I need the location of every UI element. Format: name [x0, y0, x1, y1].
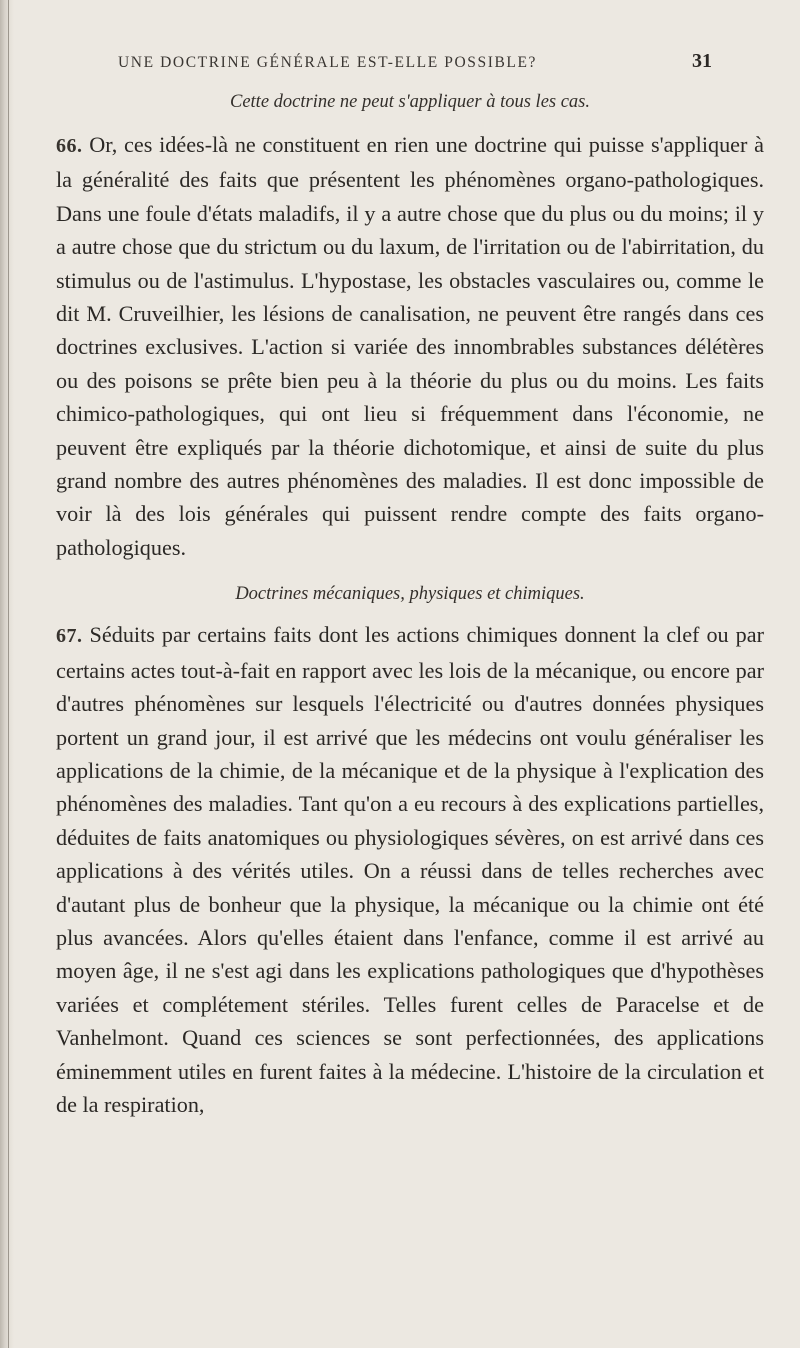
paragraph-66 — [56, 128, 764, 564]
section-title-doctrine-scope: Cette doctrine ne peut s'appliquer à tous les cas. — [229, 92, 591, 112]
book-gutter-edge — [0, 0, 14, 1348]
paragraph-text: Séduits par certains faits dont les actions chimiques donnent la clef ou par certains actes tout-à-fait en rapport avec les lois de la mécanique, ou encore par d'autres phénomènes sur lesquels l'électricité ou d'autres données physiques portent un grand jour, il est arrivé que les médecins ont voulu généraliser les applications de la chimie, de la mécanique et de la physique à l'explication des phénomènes des maladies. Tant qu'on a eu recours à des explications partielles, déduites de faits anatomiques ou physiologiques sévères, on est arrivé dans ces applications à des vérités utiles. On a réussi dans de telles recherches avec d'autant plus de bonheur que la physique, la mécanique ou la chimie ont été plus avancées. Alors qu'elles étaient dans l'enfance, comme il est arrivé au moyen âge, il ne s'est agi dans les explications pathologiques que d'hypothèses variées et complétement stériles. Telles furent celles de Paracelse et de Vanhelmont. Quand ces sciences se sont perfectionnées, des applications éminemment utiles en furent faites à la médecine. L'histoire de la circulation et de la respiration, — [56, 622, 765, 1117]
paragraph-number: 67. — [56, 625, 83, 648]
running-head: UNE DOCTRINE GÉNÉRALE EST-ELLE POSSIBLE? — [118, 54, 538, 71]
page-body — [56, 88, 764, 1121]
page-number: 31 — [692, 50, 712, 72]
paragraph-text: Or, ces idées-là ne constituent en rien une doctrine qui puisse s'appliquer à la généralité des faits que présentent les phénomènes organo-pathologiques. Dans une foule d'états maladifs, il y a autre chose que du plus ou du moins; il y a autre chose que du strictum ou du laxum, de l'irritation ou de l'abirritation, du stimulus ou de l'astimulus. L'hypostase, les obstacles vasculaires ou, comme le dit M. Cruveilhier, les lésions de canalisation, ne peuvent être rangés dans ces doctrines exclusives. L'action si variée des innombrables substances délétères ou des poisons se prête bien peu à la théorie du plus ou du moins. Les faits chimico-pathologiques, qui ont lieu si fréquemment dans l'économie, ne peuvent être expliqués par la théorie dichotomique, et ainsi de suite du plus grand nombre des autres phénomènes des maladies. Il est donc impossible de voir là des lois générales qui puissent rendre compte des faits organo-pathologiques. — [56, 132, 764, 560]
section-title-mechanical-doctrines: Doctrines mécaniques, physiques et chimiques. — [235, 584, 585, 605]
paragraph-67 — [56, 618, 764, 1121]
paragraph-number: 66. — [56, 135, 83, 157]
